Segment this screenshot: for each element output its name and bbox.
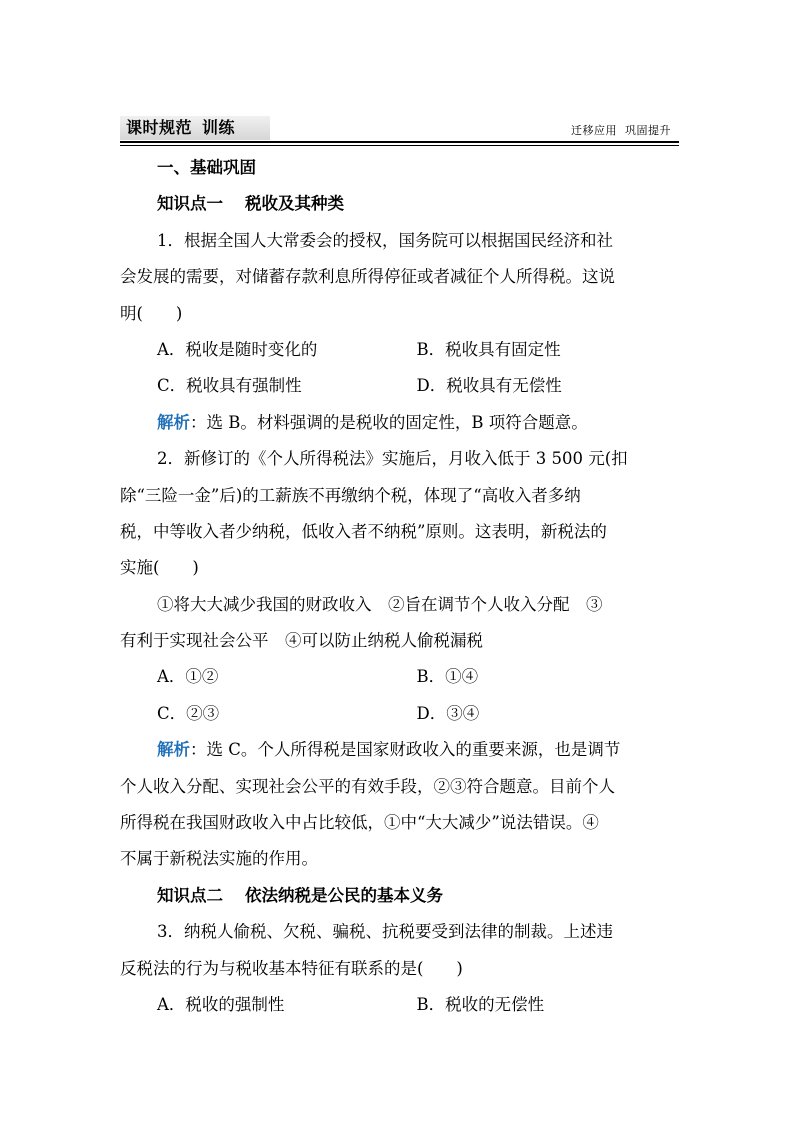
question-1-option-d: D．税收具有无偿性 — [416, 376, 562, 396]
question-1-options-row-2 — [120, 368, 676, 404]
question-1-line-2: 会发展的需要，对储蓄存款利息所得停征或者减征个人所得税。这说 — [120, 267, 615, 287]
knowledge-point-1 — [120, 186, 676, 222]
question-2-line-4: 实施( ) — [120, 558, 199, 578]
section-title: 一、基础巩固 — [157, 158, 256, 177]
header-title — [120, 116, 270, 140]
question-2-option-b: B．①④ — [416, 667, 479, 687]
header-rule-thin — [120, 145, 679, 146]
page-header — [120, 110, 679, 146]
question-3-line-2: 反税法的行为与税收基本特征有联系的是( ) — [120, 958, 463, 978]
question-1-options-row-1 — [120, 332, 676, 368]
question-2-statements-line-1: ①将大大减少我国的财政收入 ②旨在调节个人收入分配 ③ — [157, 594, 603, 614]
question-2-statements-line-2: 有利于实现社会公平 ④可以防止纳税人偷税漏税 — [120, 631, 483, 651]
question-2-line-2: 除“三险一金”后)的工薪族不再缴纳个税，体现了“高收入者多纳 — [120, 485, 581, 505]
header-subtitle-part1: 迁移应用 — [571, 124, 617, 137]
question-3-option-b: B．税收的无偿性 — [416, 994, 545, 1014]
knowledge-point-2-label: 知识点二 — [157, 885, 223, 905]
question-1-option-c: C．税收具有强制性 — [157, 376, 302, 396]
question-2-analysis-text-1: ：选 C。个人所得税是国家财政收入的重要来源，也是调节 — [190, 740, 621, 760]
question-2-line-1: 2．新修订的《个人所得税法》实施后，月收入低于 3 500 元(扣 — [157, 449, 628, 469]
question-2-analysis-line-4: 不属于新税法实施的作用。 — [120, 849, 318, 869]
question-1-analysis-label: 解析 — [157, 412, 190, 432]
question-2-analysis-line-3: 所得税在我国财政收入中占比较低，①中“大大减少”说法错误。④ — [120, 813, 599, 833]
question-1-analysis-text: ：选 B。材料强调的是税收的固定性，B 项符合题意。 — [190, 412, 588, 432]
question-1-option-b: B．税收具有固定性 — [416, 339, 561, 359]
question-2-option-a: A．①② — [157, 667, 219, 687]
question-2-analysis-label: 解析 — [157, 740, 190, 760]
header-title-part1: 课时规范 — [126, 118, 193, 137]
question-2-option-c: C．②③ — [157, 703, 220, 723]
question-2-line-3: 税，中等收入者少纳税，低收入者不纳税”原则。这表明，新税法的 — [120, 521, 607, 541]
knowledge-point-2 — [120, 878, 676, 914]
question-2-options-row-2 — [120, 696, 676, 732]
question-3-option-a: A．税收的强制性 — [157, 994, 285, 1014]
question-2-options-row-1 — [120, 659, 676, 695]
header-subtitle-part2: 巩固提升 — [625, 124, 671, 137]
question-1-analysis — [120, 405, 676, 441]
question-1-option-a: A．税收是随时变化的 — [157, 339, 318, 359]
knowledge-point-2-title: 依法纳税是公民的基本义务 — [245, 885, 443, 905]
question-2-analysis-line-1 — [120, 732, 676, 768]
question-2-option-d: D．③④ — [416, 703, 480, 723]
exercise-body — [120, 150, 676, 1023]
question-1-line-3: 明( ) — [120, 303, 183, 323]
header-rule-thick — [120, 141, 679, 143]
knowledge-point-1-title: 税收及其种类 — [245, 194, 344, 214]
header-title-part2: 训练 — [202, 118, 236, 137]
knowledge-point-1-label: 知识点一 — [157, 194, 223, 214]
header-subtitle — [571, 124, 671, 138]
question-3-options-row-1 — [120, 987, 676, 1023]
question-1-line-1: 1．根据全国人大常委会的授权，国务院可以根据国民经济和社 — [157, 230, 613, 250]
question-3-line-1: 3．纳税人偷税、欠税、骗税、抗税要受到法律的制裁。上述违 — [157, 922, 613, 942]
question-2-analysis-line-2: 个人收入分配、实现社会公平的有效手段，②③符合题意。目前个人 — [120, 776, 615, 796]
